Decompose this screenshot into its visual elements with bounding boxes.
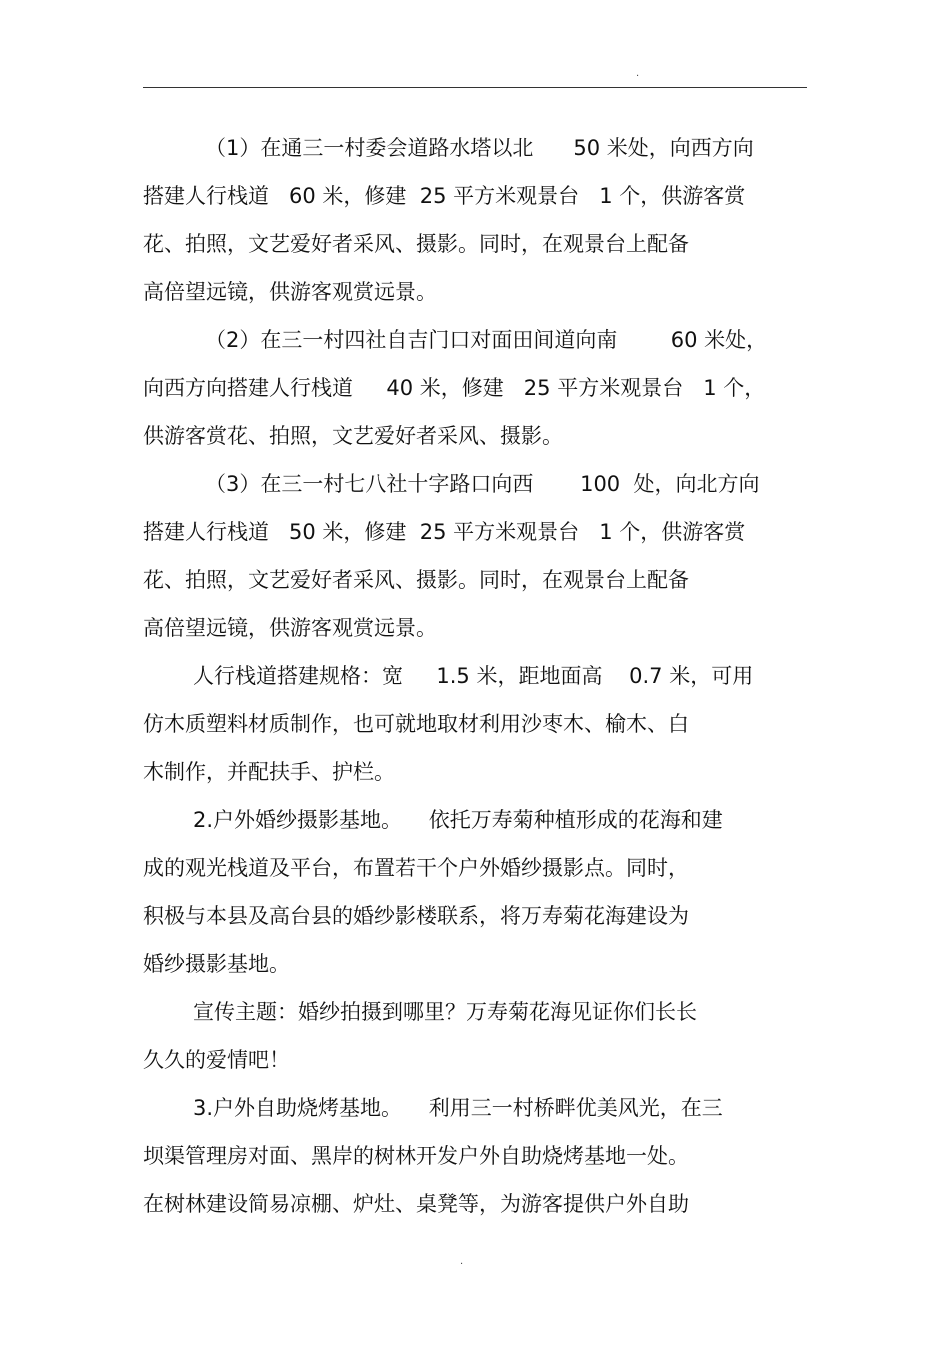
text-line: 人行栈道搭建规格：宽 1.5 米，距地面高 0.7 米，可用 xyxy=(193,664,754,688)
text-line: 木制作，并配扶手、护栏。 xyxy=(143,760,395,784)
text-line: 2.户外婚纱摄影基地。 依托万寿菊种植形成的花海和建 xyxy=(193,808,723,832)
text-line: （2）在三一村四社自吉门口对面田间道向南 60 米处， xyxy=(205,328,768,352)
text-line: 仿木质塑料材质制作，也可就地取材利用沙枣木、榆木、白 xyxy=(143,712,689,736)
text-line: 花、拍照，文艺爱好者采风、摄影。同时，在观景台上配备 xyxy=(143,568,689,592)
text-line: （3）在三一村七八社十字路口向西 100 处，向北方向 xyxy=(205,472,760,496)
text-line: 供游客赏花、拍照，文艺爱好者采风、摄影。 xyxy=(143,424,563,448)
text-line: 久久的爱情吧！ xyxy=(143,1048,290,1072)
text-line: （1）在通三一村委会道路水塔以北 50 米处，向西方向 xyxy=(205,136,754,160)
text-line: 在树林建设简易凉棚、炉灶、桌凳等，为游客提供户外自助 xyxy=(143,1192,689,1216)
text-line: 3.户外自助烧烤基地。 利用三一村桥畔优美风光，在三 xyxy=(193,1096,723,1120)
text-line: 宣传主题：婚纱拍摄到哪里？万寿菊花海见证你们长长 xyxy=(193,1000,697,1024)
text-line: 积极与本县及高台县的婚纱影楼联系，将万寿菊花海建设为 xyxy=(143,904,689,928)
text-line: 成的观光栈道及平台，布置若干个户外婚纱摄影点。同时， xyxy=(143,856,689,880)
text-line: 搭建人行栈道 60 米，修建 25 平方米观景台 1 个，供游客赏 xyxy=(143,184,746,208)
text-line: 向西方向搭建人行栈道 40 米，修建 25 平方米观景台 1 个， xyxy=(143,376,766,400)
body-text xyxy=(143,124,807,1228)
text-line: 婚纱摄影基地。 xyxy=(143,952,290,976)
text-line: 坝渠管理房对面、黑岸的树林开发户外自助烧烤基地一处。 xyxy=(143,1144,689,1168)
footer-mark: . xyxy=(460,1256,464,1267)
text-line: 高倍望远镜，供游客观赏远景。 xyxy=(143,280,437,304)
text-line: 高倍望远镜，供游客观赏远景。 xyxy=(143,616,437,640)
header-mark: . xyxy=(636,68,640,79)
header-rule xyxy=(143,87,807,88)
text-line: 搭建人行栈道 50 米，修建 25 平方米观景台 1 个，供游客赏 xyxy=(143,520,746,544)
text-line: 花、拍照，文艺爱好者采风、摄影。同时，在观景台上配备 xyxy=(143,232,689,256)
